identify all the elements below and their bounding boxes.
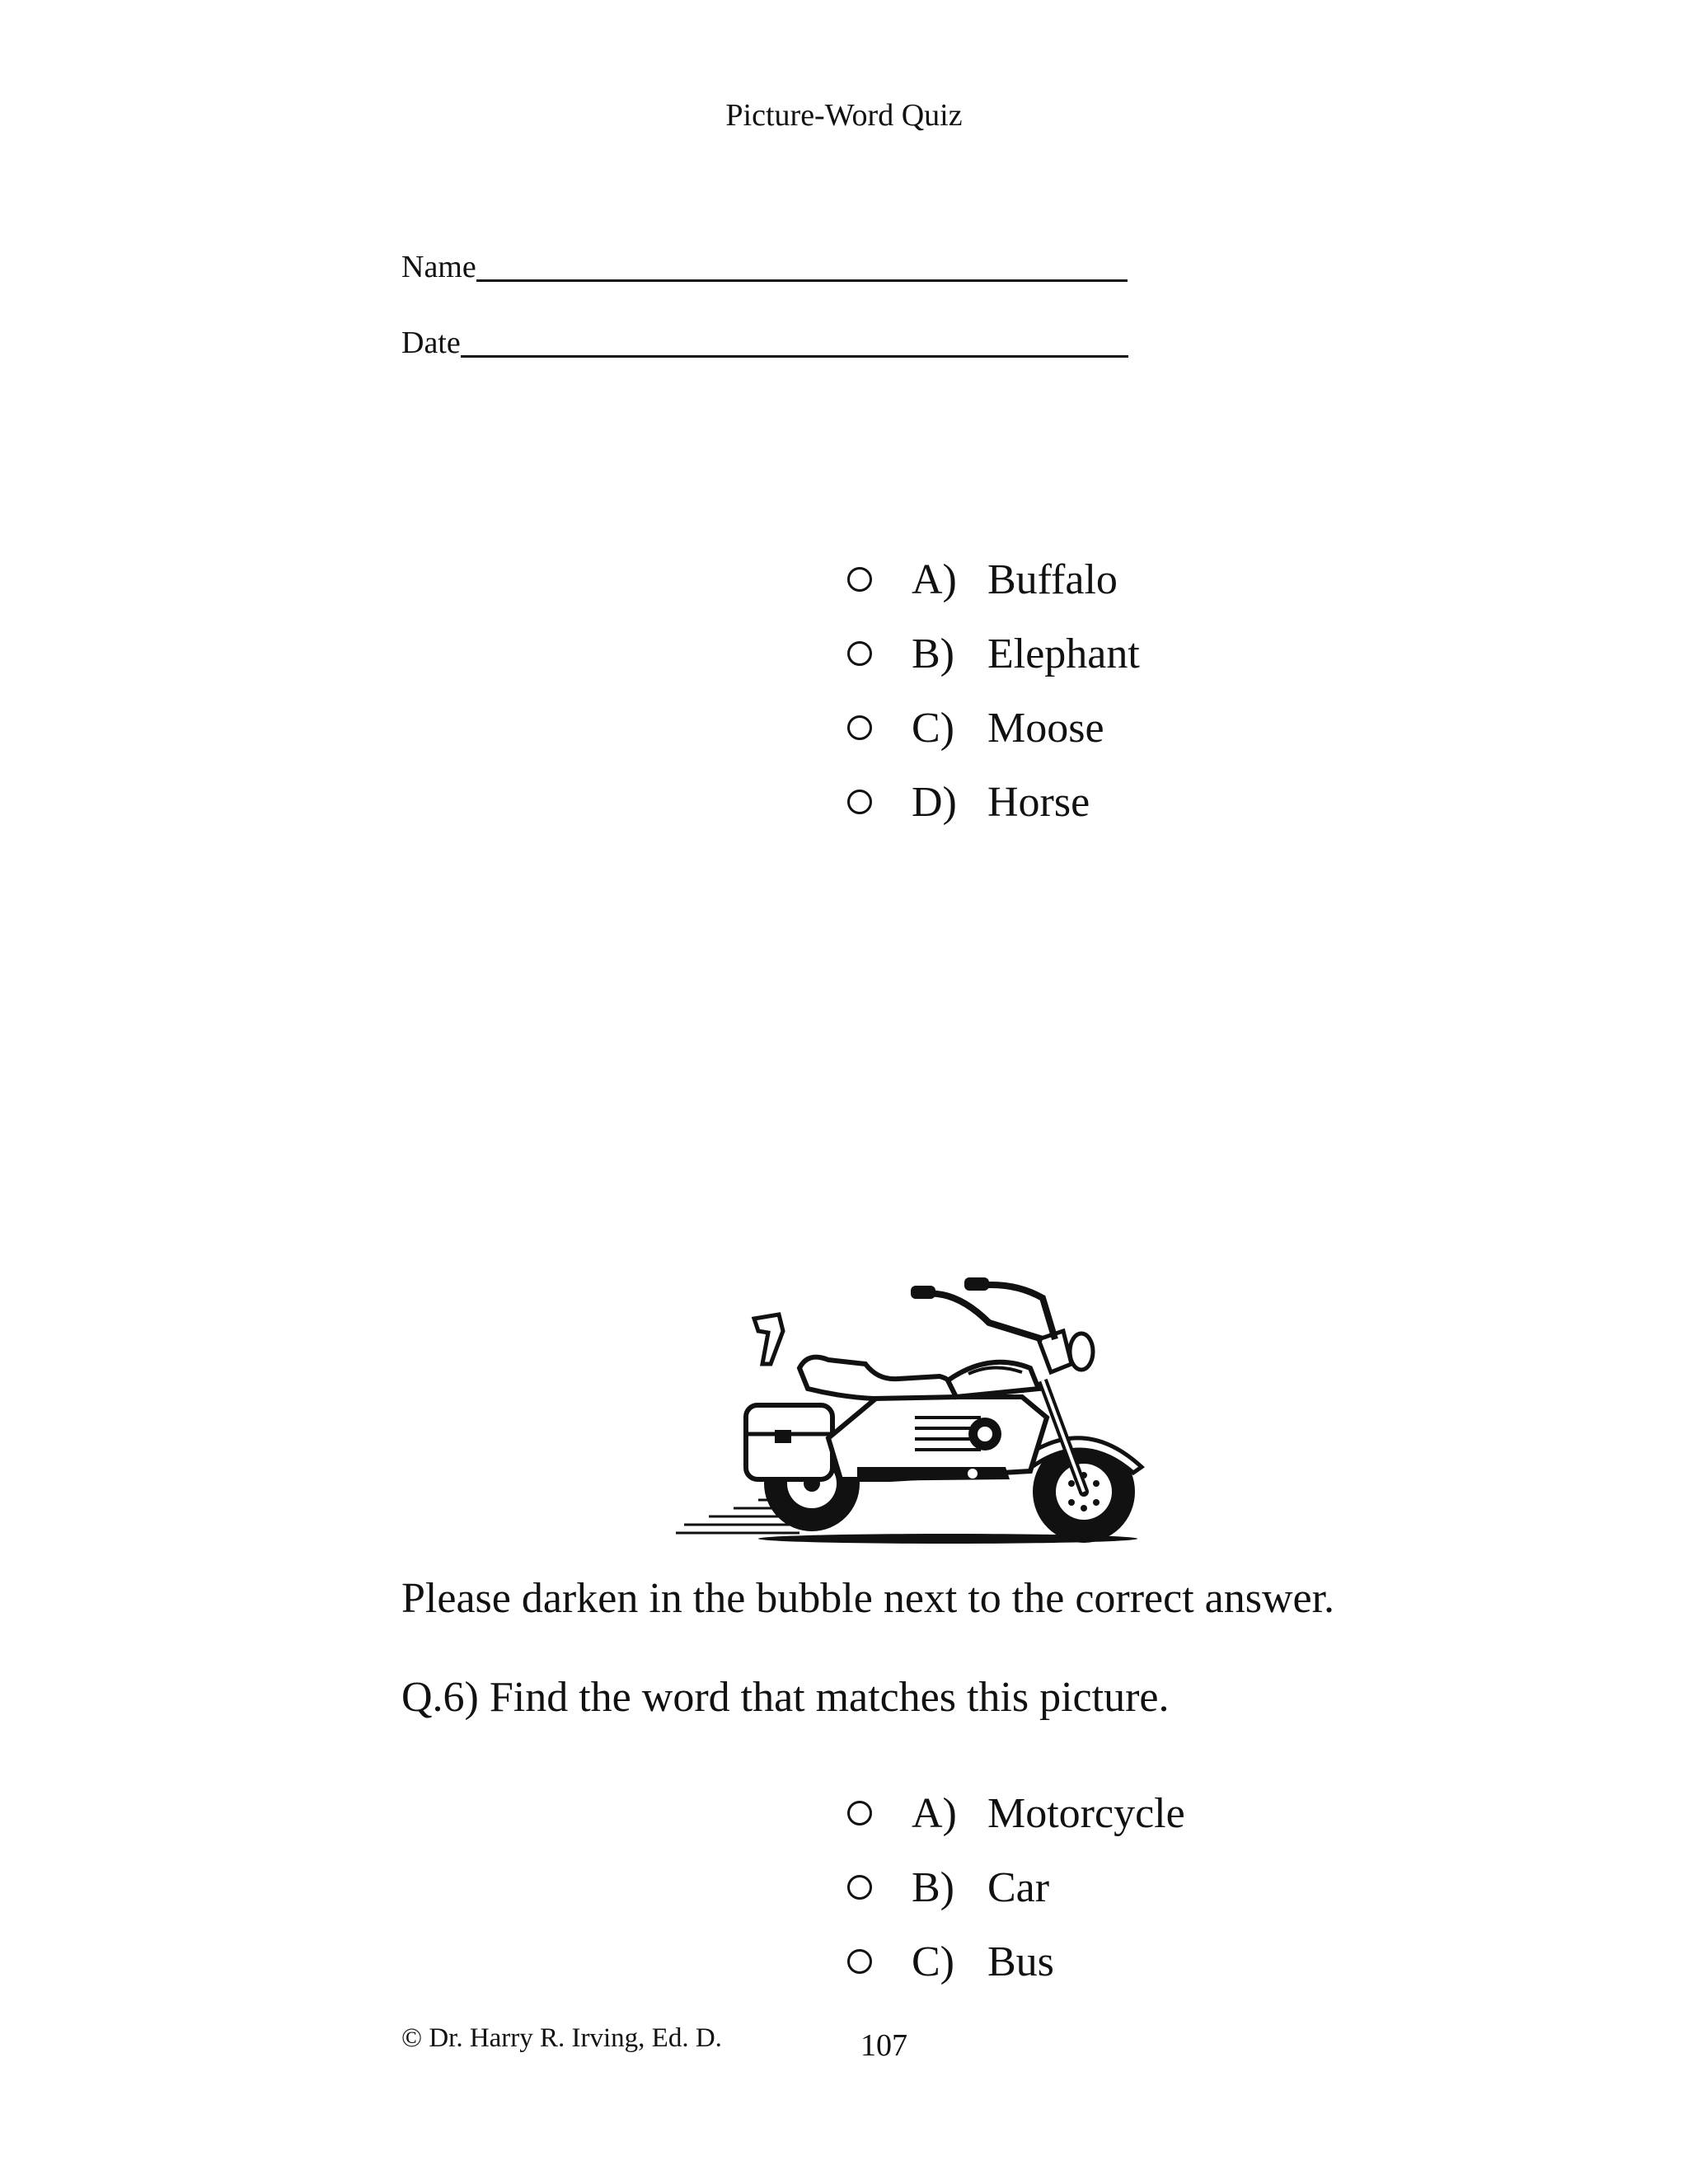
motorcycle-icon	[676, 1273, 1162, 1558]
page-title: Picture-Word Quiz	[725, 98, 963, 133]
option-word: Elephant	[987, 630, 1140, 677]
page-number: 107	[860, 2028, 907, 2063]
option-word: Moose	[987, 704, 1104, 752]
option-letter: C)	[912, 1938, 954, 1985]
option-letter: A)	[912, 1789, 957, 1837]
option-letter: A)	[912, 555, 957, 603]
question-prompt: Q.6) Find the word that matches this picture.	[401, 1674, 1170, 1721]
answer-bubble[interactable]	[847, 790, 872, 814]
name-underline[interactable]	[476, 250, 1128, 282]
option-word: Bus	[987, 1938, 1054, 1985]
date-underline[interactable]	[461, 326, 1128, 358]
answer-bubble[interactable]	[847, 1875, 872, 1900]
answer-bubble[interactable]	[847, 1801, 872, 1825]
option-letter: D)	[912, 778, 957, 826]
option-word: Buffalo	[987, 555, 1118, 603]
instruction-text: Please darken in the bubble next to the correct answer.	[401, 1575, 1335, 1622]
name-label: Name	[401, 250, 476, 284]
answer-bubble[interactable]	[847, 715, 872, 740]
q6-option-b[interactable]	[847, 1863, 1049, 1912]
answer-bubble[interactable]	[847, 1949, 872, 1974]
name-field[interactable]	[401, 244, 1128, 285]
option-word: Horse	[987, 778, 1090, 826]
answer-bubble[interactable]	[847, 567, 872, 592]
q5-option-a[interactable]	[847, 555, 1118, 604]
option-letter: C)	[912, 704, 954, 752]
q6-option-a[interactable]	[847, 1788, 1185, 1838]
option-word: Motorcycle	[987, 1789, 1185, 1837]
date-field[interactable]	[401, 320, 1128, 361]
option-letter: B)	[912, 630, 954, 677]
answer-bubble[interactable]	[847, 641, 872, 666]
q5-option-c[interactable]	[847, 703, 1104, 752]
copyright-text: © Dr. Harry R. Irving, Ed. D.	[401, 2023, 722, 2053]
q5-option-b[interactable]	[847, 629, 1140, 678]
option-letter: B)	[912, 1863, 954, 1911]
q5-option-d[interactable]	[847, 777, 1090, 827]
date-label: Date	[401, 326, 461, 360]
option-word: Car	[987, 1863, 1050, 1911]
q6-option-c[interactable]	[847, 1937, 1054, 1986]
